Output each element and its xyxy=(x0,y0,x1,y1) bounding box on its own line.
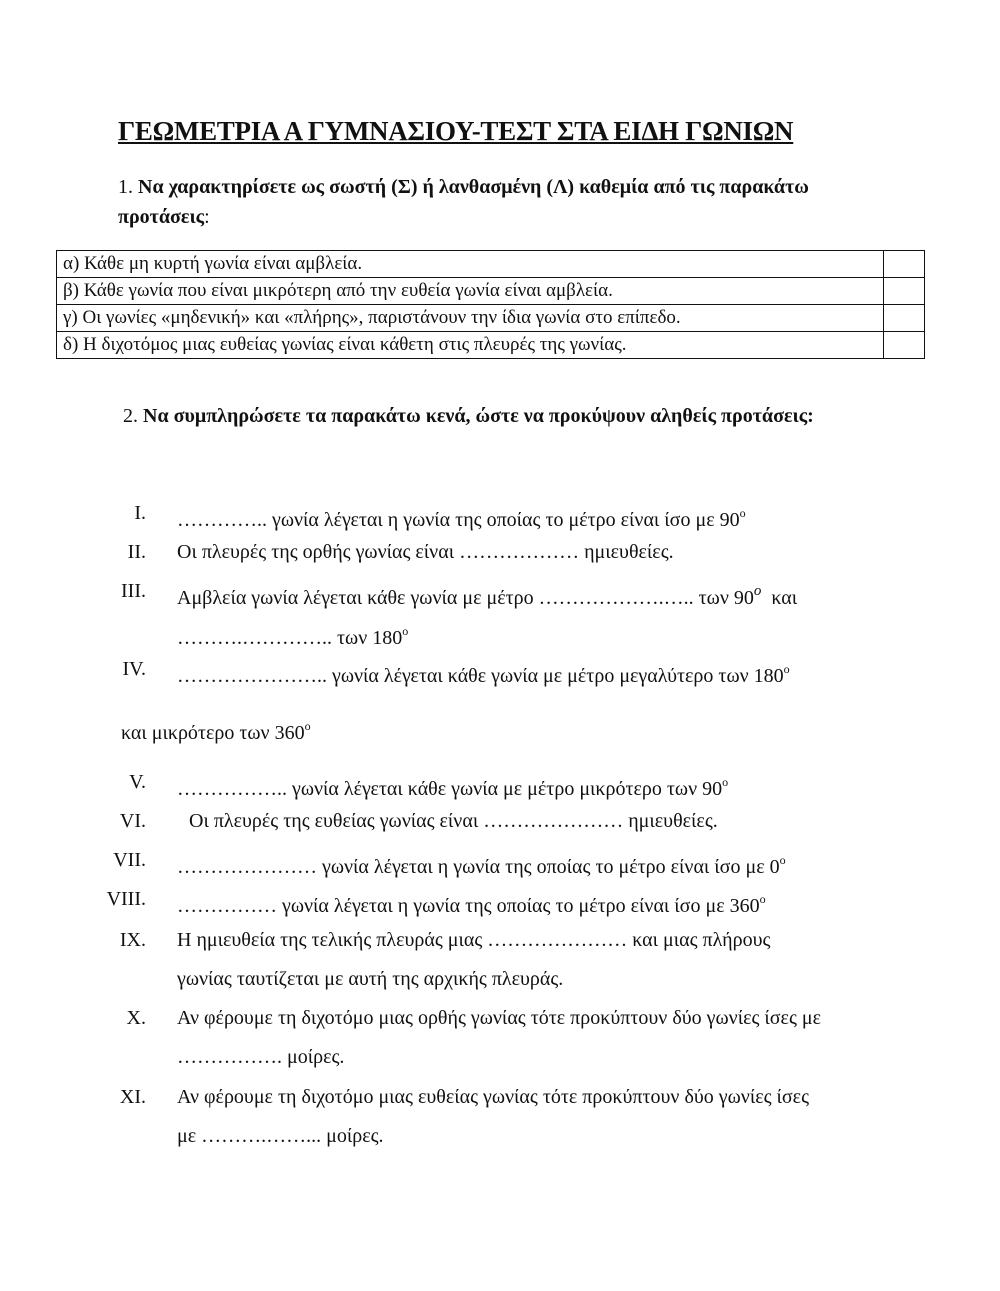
table-row xyxy=(57,251,925,278)
item-III-cont-text: ……….………….. των 180 xyxy=(177,627,403,649)
item-XI xyxy=(177,1084,809,1110)
question-2-prompt xyxy=(123,405,814,428)
statement-a: α) Κάθε μη κυρτή γωνία είναι αμβλεία. xyxy=(57,251,884,278)
item-III xyxy=(177,578,797,611)
statement-c: γ) Οι γωνίες «μηδενική» και «πλήρης», παριστάνουν την ίδια γωνία στο επίπεδο. xyxy=(57,305,884,332)
item-number-III: III. xyxy=(121,580,146,602)
item-IX-continued xyxy=(177,966,563,992)
item-II-text: Οι πλευρές της ορθής γωνίας είναι ……………… ημιευθείες. xyxy=(177,541,674,563)
question-2-number: 2. xyxy=(123,405,138,427)
item-I xyxy=(177,500,746,533)
item-number-IX: IX. xyxy=(119,929,146,951)
item-X-text: Αν φέρουμε τη διχοτόμο μιας ορθής γωνίας τότε προκύπτουν δύο γωνίες ίσες με xyxy=(177,1007,821,1029)
item-X xyxy=(177,1005,821,1031)
item-number-VII: VII. xyxy=(113,849,146,871)
degree-mark: ο xyxy=(402,624,409,638)
question-2-prompt-text: Να συμπληρώσετε τα παρακάτω κενά, ώστε να προκύψουν αληθείς προτάσεις: xyxy=(143,405,814,427)
question-1-prompt xyxy=(118,172,928,232)
degree-mark: ο xyxy=(759,892,766,906)
item-VIII-text: …………… γωνία λέγεται η γωνία της οποίας το μέτρο είναι ίσο με 360 xyxy=(177,895,760,917)
table-row xyxy=(57,278,925,305)
item-VI xyxy=(189,808,718,834)
item-XI-cont-text: με ……….……... μοίρες. xyxy=(177,1125,384,1147)
item-X-cont-text: ……………. μοίρες. xyxy=(177,1046,345,1068)
true-false-table xyxy=(56,250,925,359)
statement-b: β) Κάθε γωνία που είναι μικρότερη από την ευθεία γωνία είναι αμβλεία. xyxy=(57,278,884,305)
item-number-V: V. xyxy=(129,771,146,793)
item-number-II: II. xyxy=(127,541,146,563)
item-IX-text: Η ημιευθεία της τελικής πλευράς μιας ………………… και μιας πλήρους xyxy=(177,929,771,951)
question-1-prompt-text: Να χαρακτηρίσετε ως σωστή (Σ) ή λανθασμένη (Λ) καθεμία από τις παρακάτω xyxy=(138,176,809,198)
item-number-XI: XI. xyxy=(119,1086,146,1108)
item-VII xyxy=(177,847,786,880)
answer-box-c[interactable] xyxy=(884,305,925,332)
item-X-continued xyxy=(177,1044,344,1070)
item-III-tail: και xyxy=(761,587,798,609)
question-1-number: 1. xyxy=(118,176,133,198)
item-XI-continued xyxy=(177,1123,384,1149)
answer-box-d[interactable] xyxy=(884,332,925,359)
item-II xyxy=(177,539,674,565)
item-number-IV: IV. xyxy=(122,658,146,680)
item-XI-text: Αν φέρουμε τη διχοτόμο μιας ευθείας γωνίας τότε προκύπτουν δύο γωνίες ίσες xyxy=(177,1086,809,1108)
item-number-VIII: VIII. xyxy=(106,888,146,910)
item-I-text: ………….. γωνία λέγεται η γωνία της οποίας το μέτρο είναι ίσο με 90 xyxy=(177,509,740,531)
question-1-prompt-colon: : xyxy=(204,206,210,228)
item-number-VI: VI. xyxy=(119,810,146,832)
degree-mark: ο xyxy=(739,506,746,520)
item-IV xyxy=(177,656,790,689)
item-III-continued xyxy=(177,618,408,651)
degree-mark: ο xyxy=(783,662,790,676)
degree-mark: ο xyxy=(722,775,729,789)
item-III-text: Αμβλεία γωνία λέγεται κάθε γωνία με μέτρο ……………….….. των 90 xyxy=(177,587,754,609)
item-IV-continued xyxy=(121,713,311,746)
item-VI-text: Οι πλευρές της ευθείας γωνίας είναι ………………… ημιευθείες. xyxy=(189,810,718,832)
statement-d: δ) Η διχοτόμος μιας ευθείας γωνίας είναι κάθετη στις πλευρές της γωνίας. xyxy=(57,332,884,359)
answer-box-b[interactable] xyxy=(884,278,925,305)
item-IX xyxy=(177,927,770,953)
item-IV-cont-text: και μικρότερο των 360 xyxy=(121,722,305,744)
item-V-text: …………….. γωνία λέγεται κάθε γωνία με μέτρο μικρότερο των 90 xyxy=(177,778,723,800)
table-row xyxy=(57,332,925,359)
item-number-X: X. xyxy=(126,1007,146,1029)
page-title: ΓΕΩΜΕΤΡΙΑ Α ΓΥΜΝΑΣΙΟΥ-ΤΕΣΤ ΣΤΑ ΕΙΔΗ ΓΩΝΙΩΝ xyxy=(118,116,794,146)
item-IX-cont-text: γωνίας ταυτίζεται με αυτή της αρχικής πλευράς. xyxy=(177,968,564,990)
answer-box-a[interactable] xyxy=(884,251,925,278)
degree-mark: ο xyxy=(304,719,311,733)
degree-mark: o xyxy=(753,583,762,599)
item-VII-text: ………………… γωνία λέγεται η γωνία της οποίας το μέτρο είναι ίσο με 0 xyxy=(177,856,780,878)
item-VIII xyxy=(177,886,766,919)
table-row xyxy=(57,305,925,332)
item-V xyxy=(177,769,728,802)
item-IV-text: ………………….. γωνία λέγεται κάθε γωνία με μέτρο μεγαλύτερο των 180 xyxy=(177,665,784,687)
item-number-I: I. xyxy=(134,502,146,524)
question-1-prompt-text-2: προτάσεις xyxy=(118,206,205,228)
degree-mark: ο xyxy=(779,853,786,867)
